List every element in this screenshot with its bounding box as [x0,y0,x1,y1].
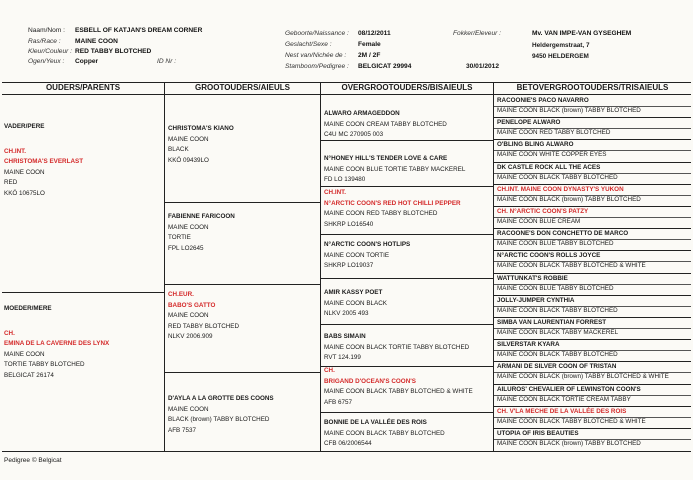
great-great-grandparent-color: MAINE COON BLACK TABBY BLOTCHED [497,306,618,314]
great-great-grandparent-color: MAINE COON BLACK (brown) TABBY BLOTCHED [497,195,641,203]
great-grandparent-registration: C4U MC 270905 003 [324,131,384,139]
grandparent-breed: MAINE COON [168,223,209,231]
sire-registration: KKÖ 10675LO [4,189,45,197]
great-grandparent-divider [321,412,493,413]
great-great-grandparent-color: MAINE COON BLUE CREAM [497,218,581,225]
great-grandparent-name: N°HONEY HILL'S TENDER LOVE & CARE [324,155,448,162]
great-great-grandparent-name: SIMBA VAN LAURENTIAN FORREST [497,319,607,326]
great-great-grandparent-color: MAINE COON WHITE COPPER EYES [497,151,607,159]
great-great-grandparent-color: MAINE COON BLUE TABBY BLOTCHED [497,284,614,292]
great-great-grandparent-name: JOLLY-JUMPER CYNTHIA [497,296,575,304]
color-label: Kleur/Couleur : [28,48,72,55]
great-grandparent-color: MAINE COON CREAM TABBY BLOTCHED [324,120,447,128]
great-great-grandparent-color: MAINE COON BLACK TABBY BLOTCHED & WHITE [497,417,646,425]
grandparent-name: FABIENNE FARICOON [168,213,235,220]
great-great-grandparent-name: O'BLING BLING ALWARO [497,141,574,149]
great-grandparent-color: MAINE COON BLACK [324,299,387,307]
grandparent-cell [168,394,274,436]
litter-label: Nest van/Nichée de : [285,52,347,59]
great-great-grandparent-name: DK CASTLE ROCK ALL THE ACES [497,163,601,171]
great-grandparent-name: AMIR KASSY POET [324,289,383,296]
column-divider [493,82,494,452]
cat-name: ESBELL OF KATJAN'S DREAM CORNER [75,27,203,34]
column-header-grandparents: GROOTOUDERS/AIEULS [195,83,290,92]
grandparent-breed: MAINE COON [168,405,209,413]
eyes-label: Ogen/Yeux : [28,58,65,65]
great-great-grandparent-color: MAINE COON BLACK (brown) TABBY BLOTCHED [497,440,641,447]
great-grandparent-name: BABS SIMAIN [324,333,366,340]
great-great-grandparent-color: MAINE COON BLUE TABBY BLOTCHED [497,240,614,248]
footer-credit: Pedigree © Belgicat [4,457,62,464]
great-grandparent-divider [321,234,493,235]
pedigree-number: BELGICAT 29994 [358,63,412,70]
pedigree-table [2,82,691,464]
breeder-label: Fokker/Eleveur : [453,30,502,37]
great-great-grandparent-name: ARMANI DE SILVER COON OF TRISTAN [497,363,617,371]
grandparent-color: TORTIE [168,234,191,242]
grandparent-cell [168,124,234,166]
great-grandparent-name: N°ARCTIC COON'S HOTLIPS [324,241,411,248]
color-value: RED TABBY BLOTCHED [75,48,152,55]
great-great-grandparent-name: CH. N°ARCTIC COON'S PATZY [497,208,589,215]
grandparent-registration: NLKV 2006.909 [168,333,213,341]
grandparent-color: BLACK [168,146,189,154]
great-great-grandparent-color: MAINE COON BLACK TABBY BLOTCHED & WHITE [497,262,646,270]
grandparent-name: BABO'S GATTO [168,301,216,309]
column-header-great-great-grandparents: BETOVERGROOTOUDERS/TRISAIEULS [516,83,669,92]
table-header-rule [2,94,691,95]
great-grandparent-registration: CFB 06/2006544 [324,440,372,448]
parents-divider [2,292,164,293]
great-grandparent-name: BRIGAND D'OCEAN'S COON'S [324,377,416,385]
dam-color: TORTIE TABBY BLOTCHED [4,361,85,369]
great-grandparent-registration: SHKRP LO16540 [324,220,374,228]
great-grandparent-color: MAINE COON BLACK TABBY BLOTCHED & WHITE [324,388,473,396]
dam-title: MOEDER/MERE [4,305,52,312]
great-grandparent-cell [324,109,447,141]
column-divider [164,82,165,452]
great-grandparent-name: ALWARO ARMAGEDDON [324,110,400,117]
great-great-grandparent-name: RACOONIE'S PACO NAVARRO [497,97,589,104]
great-great-grandparent-name: SILVERSTAR KYARA [497,341,560,349]
grandparent-divider [165,284,320,285]
grandparent-registration: AFB 7537 [168,426,197,434]
grandparent-cell [168,290,239,343]
great-grandparent-divider [321,186,493,187]
great-great-grandparent-color: MAINE COON BLACK TABBY BLOTCHED [497,351,618,359]
great-great-grandparent-name: AILUROS' CHEVALIER OF LEWINSTON COON'S [497,385,641,393]
grandparent-registration: FPL LO2645 [168,244,204,252]
great-grandparent-registration: SHKRP LO19037 [324,262,374,270]
id-label: ID Nr : [157,58,177,65]
great-great-grandparent-name: WATTUNKAT'S ROBBIE [497,274,568,282]
eyes-value: Copper [75,58,99,65]
sire-title-prefix: CH.INT. [4,147,27,155]
sire-title: VADER/PERE [4,123,45,130]
great-grandparent-cell [324,240,410,272]
great-grandparent-cell [324,366,473,408]
great-grandparent-registration: NLKV 2005 493 [324,310,369,318]
great-great-grandparent-color: MAINE COON BLACK (brown) TABBY BLOTCHED [497,107,641,114]
dam-name: EMINA DE LA CAVERNE DES LYNX [4,340,110,348]
grandparent-breed: MAINE COON [168,135,209,143]
great-grandparent-color: MAINE COON BLACK TABBY BLOTCHED [324,429,445,437]
sire-color: RED [4,179,18,187]
great-grandparent-cell [324,418,445,450]
grandparent-registration: KKÖ 09439LO [168,156,209,164]
pedigree-label: Stamboom/Pedigree : [285,63,349,70]
breeder-city: 9450 HELDERGEM [532,53,589,60]
grandparent-divider [165,372,320,373]
great-grandparent-name: N°ARCTIC COON'S RED HOT CHILLI PEPPER [324,199,461,207]
great-great-grandparent-name: CH.INT. MAINE COON DYNASTY'S YUKON [497,185,624,193]
great-grandparent-registration: AFB 6757 [324,398,353,406]
column-divider [320,82,321,452]
great-grandparent-name: BONNIE DE LA VALLÉE DES ROIS [324,419,427,426]
column-header-parents: OUDERS/PARENTS [45,83,121,92]
great-great-grandparent-name: PENELOPE ALWARO [497,119,561,127]
breed-value: MAINE COON [75,38,118,45]
great-great-grandparent-color: MAINE COON BLACK TABBY MACKEREL [497,329,619,336]
sire-breed: MAINE COON [4,168,45,176]
great-grandparent-registration: RVT 124.199 [324,354,361,362]
grandparent-title-prefix: CH.EUR. [168,291,194,298]
sex-value: Female [358,41,381,48]
grandparent-color: RED TABBY BLOTCHED [168,322,240,330]
great-great-grandparent-name: RACOONE'S DON CONCHETTO DE MARCO [497,230,629,238]
great-grandparent-color: MAINE COON TORTIE [324,251,390,259]
breeder-name: Mv. VAN IMPE-VAN GYSEGHEM [532,30,632,37]
table-bottom-rule [2,451,691,452]
breed-label: Ras/Race : [28,38,61,45]
great-grandparent-cell [324,154,465,186]
birth-value: 08/12/2011 [358,30,391,37]
great-grandparent-cell [324,288,387,320]
grandparent-name: CHRISTOMA'S KIANO [168,125,234,132]
grandparent-name: D'AYLA A LA GROTTE DES COONS [168,395,274,402]
birth-label: Geboorte/Naissance : [285,30,349,37]
great-grandparent-color: MAINE COON RED TABBY BLOTCHED [324,210,438,218]
sire-cell [4,122,83,200]
great-grandparent-cell [324,332,469,364]
great-great-grandparent-color: MAINE COON RED TABBY BLOTCHED [497,129,611,137]
great-great-grandparent-name: UTOPIA OF IRIS BEAUTIES [497,430,579,437]
column-header-great-grandparents: OVERGROOTOUDERS/BISAIEULS [341,83,473,92]
great-grandparent-divider [321,324,493,325]
grandparent-divider [165,202,320,203]
name-label: Naam/Nom : [28,27,66,34]
great-great-grandparent-name: CH. V'LA MECHE DE LA VALLÉE DES ROIS [497,407,627,415]
great-great-grandparent-color: MAINE COON BLACK TABBY BLOTCHED [497,173,618,181]
breeder-street: Heldergemstraat, 7 [532,42,590,49]
dam-title-prefix: CH. [4,329,15,337]
grandparent-cell [168,212,235,254]
great-grandparent-divider [321,278,493,279]
great-grandparent-title-prefix: CH. [324,367,335,374]
great-grandparent-registration: FD LO 139480 [324,176,366,184]
great-grandparent-cell [324,188,461,230]
great-great-grandparent-color: MAINE COON BLACK TORTIE CREAM TABBY [497,395,631,403]
grandparent-color: BLACK (brown) TABBY BLOTCHED [168,416,270,424]
great-great-grandparent-color: MAINE COON BLACK (brown) TABBY BLOTCHED & WHITE [497,373,669,381]
great-grandparent-color: MAINE COON BLACK TORTIE TABBY BLOTCHED [324,343,470,351]
great-grandparent-divider [321,140,493,141]
dam-cell [4,304,109,382]
grandparent-breed: MAINE COON [168,312,209,320]
great-great-grandparent-name: N°ARCTIC COON'S ROLLS JOYCE [497,252,601,260]
litter-value: 2M / 2F [358,52,381,59]
dam-registration: BELGICAT 26174 [4,371,54,379]
pedigree-date: 30/01/2012 [466,63,500,70]
great-grandparent-title-prefix: CH.INT. [324,189,347,196]
great-grandparent-color: MAINE COON BLUE TORTIE TABBY MACKEREL [324,165,466,173]
dam-breed: MAINE COON [4,350,45,358]
sex-label: Geslacht/Sexe : [285,41,332,48]
sire-name: CHRISTOMA'S EVERLAST [4,158,84,166]
